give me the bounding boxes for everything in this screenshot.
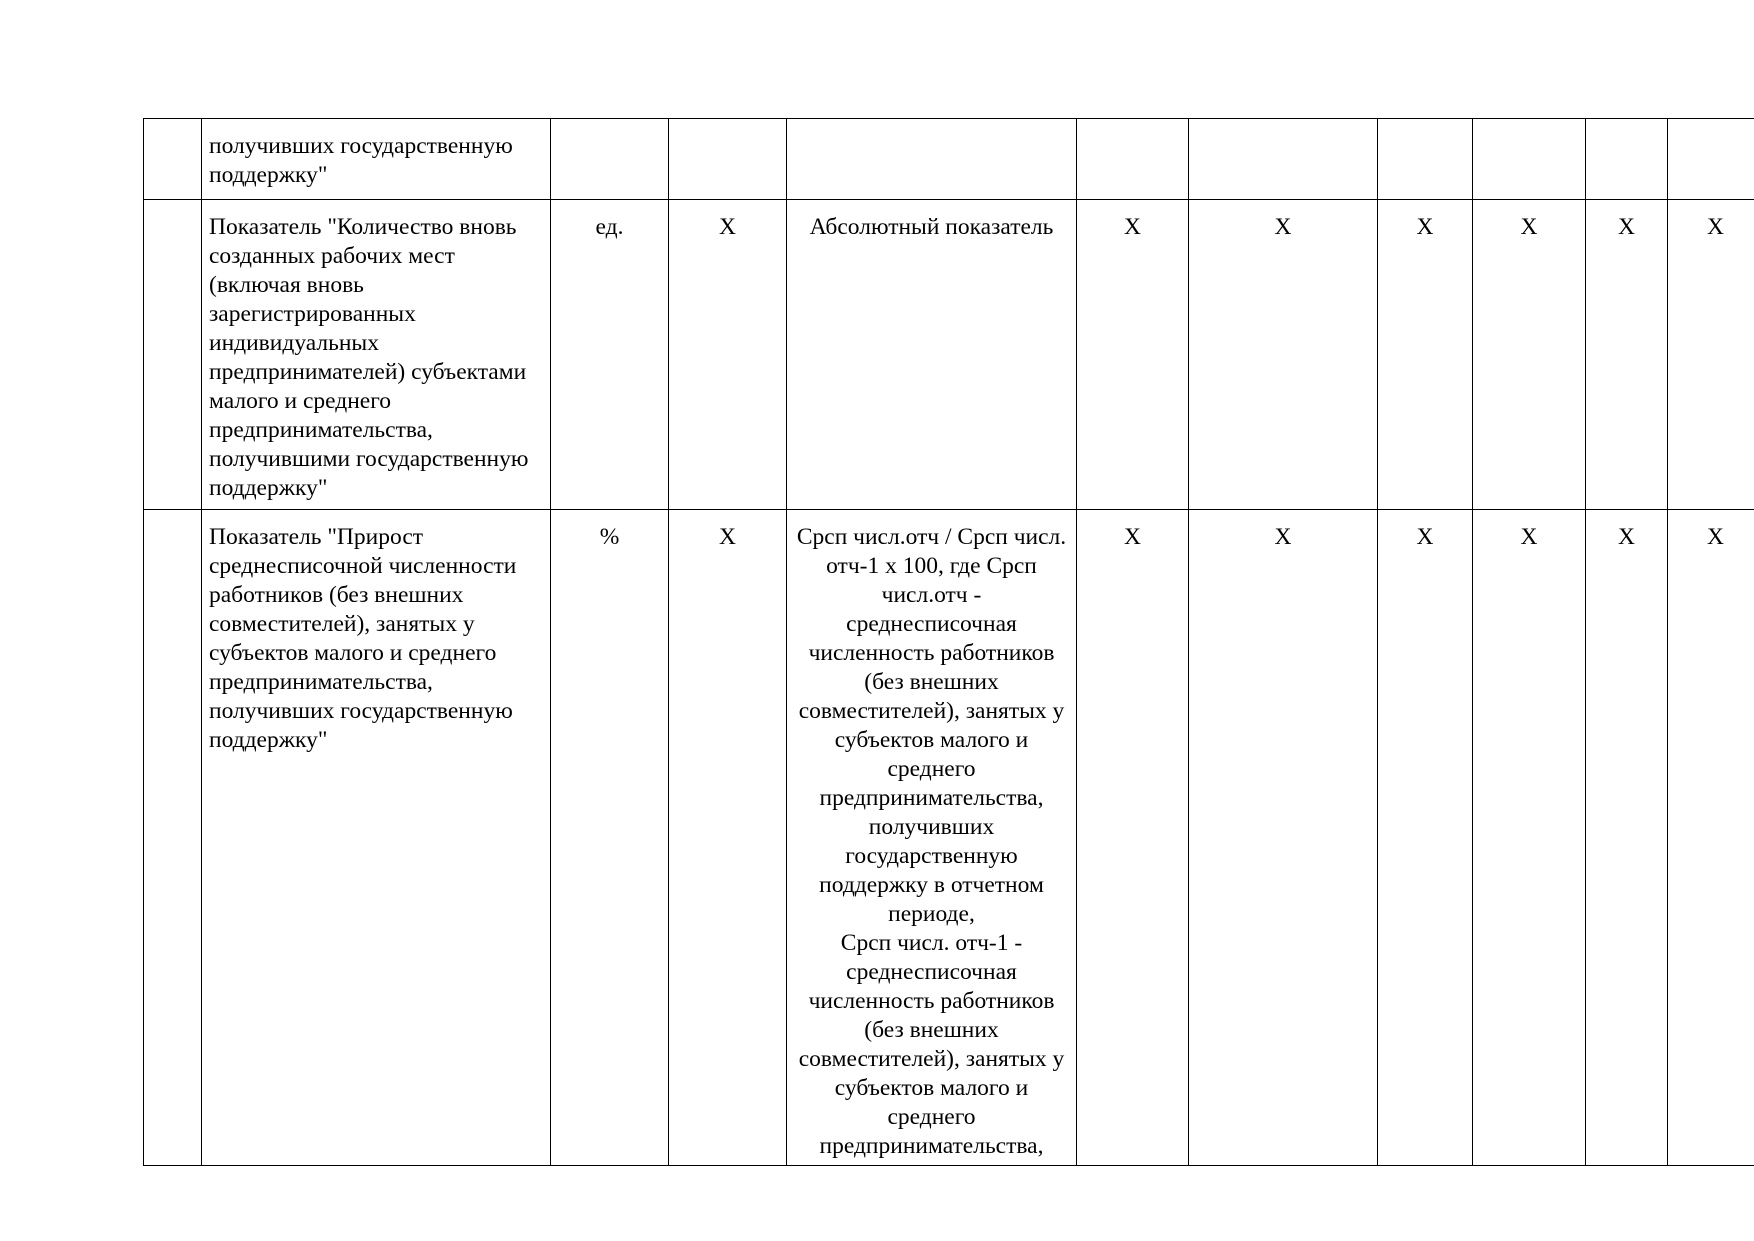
value-cell: X (1586, 510, 1668, 1166)
calculation-method-cell: Абсолютный показатель (787, 200, 1077, 510)
indicator-name-cell: Показатель "Прирост среднесписочной численности работников (без внешних совместителей), занятых у субъектов малого и среднего предпринимательства, получивших государственную поддержку" (202, 510, 551, 1166)
table-row (144, 510, 1754, 1166)
formula-text-continued: Срсп числ. отч-1 - среднесписочная численность работников (без внешних совместителей), занятых у субъектов малого и среднего предпринимательства, (798, 930, 1065, 1159)
value-cell: X (1189, 200, 1378, 510)
value-cell: X (1668, 200, 1754, 510)
value-cell (1668, 119, 1754, 200)
indicator-name-cell: Показатель "Количество вновь созданных рабочих мест (включая вновь зарегистрированных индивидуальных предпринимателей) субъектами малого и среднего предпринимательства, получившими государственную поддержку" (202, 200, 551, 510)
value-cell (669, 119, 787, 200)
value-cell: X (1473, 510, 1586, 1166)
row-number-cell (144, 119, 202, 200)
value-cell (1586, 119, 1668, 200)
indicators-table (143, 118, 1754, 1166)
row-number-cell (144, 510, 202, 1166)
calculation-method-cell (787, 510, 1077, 1166)
value-cell: X (1189, 510, 1378, 1166)
value-cell: X (1077, 200, 1189, 510)
value-cell (1378, 119, 1473, 200)
value-cell: X (669, 510, 787, 1166)
calculation-method-cell (787, 119, 1077, 200)
unit-cell (551, 119, 669, 200)
value-cell: X (1077, 510, 1189, 1166)
table-row (144, 119, 1754, 200)
unit-cell: % (551, 510, 669, 1166)
value-cell: X (1378, 510, 1473, 1166)
row-number-cell (144, 200, 202, 510)
value-cell (1077, 119, 1189, 200)
unit-cell: ед. (551, 200, 669, 510)
indicator-name-cell: получивших государственную поддержку" (202, 119, 551, 200)
value-cell: X (1668, 510, 1754, 1166)
value-cell: X (1586, 200, 1668, 510)
value-cell: X (1473, 200, 1586, 510)
value-cell (1189, 119, 1378, 200)
value-cell: X (669, 200, 787, 510)
table-row (144, 200, 1754, 510)
value-cell: X (1378, 200, 1473, 510)
value-cell (1473, 119, 1586, 200)
formula-text: Срсп числ.отч / Срсп числ. отч-1 x 100, где Срсп числ.отч - среднесписочная численность работников (без внешних совместителей), занятых у субъектов малого и среднего предпринимательства, получивших государственную поддержку в отчетном периоде, (796, 524, 1067, 927)
